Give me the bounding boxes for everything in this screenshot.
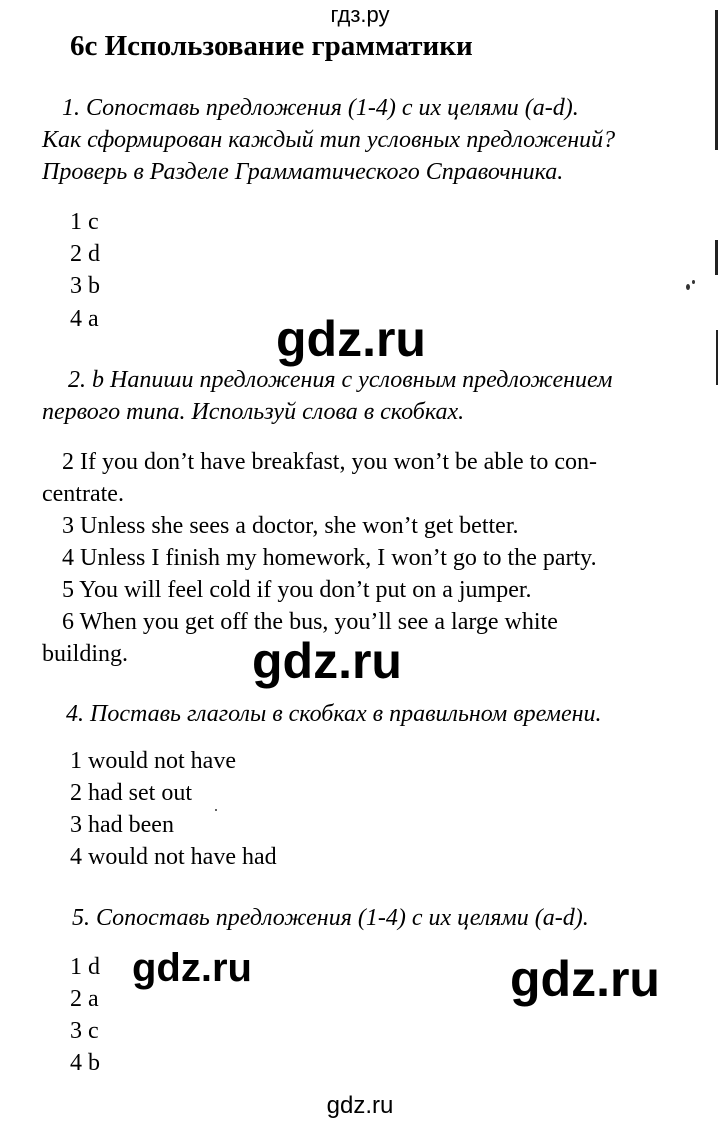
site-label-top: гдз.ру: [330, 2, 390, 27]
task5-answer-4: 4 b: [70, 1050, 100, 1076]
scan-edge-line-3: [716, 330, 718, 385]
watermark-4: gdz.ru: [510, 951, 660, 1007]
task1-answer-1: 1 c: [70, 209, 99, 235]
task2-answer-line-7: building.: [42, 641, 129, 667]
scan-speck-3: [215, 809, 217, 811]
scan-speck-2: [692, 280, 695, 284]
task2-instruction-line-1: 2. b Напиши предложения с условным предложением: [68, 367, 613, 393]
task1-answer-3: 3 b: [70, 273, 100, 299]
watermark-2: gdz.ru: [252, 633, 402, 689]
task5-answer-3: 3 c: [70, 1018, 99, 1044]
scan-speck-1: [686, 284, 690, 290]
task5-answer-1: 1 d: [70, 954, 100, 980]
page-title: 6c Использование грамматики: [70, 30, 473, 62]
site-label-bottom: gdz.ru: [326, 1092, 394, 1119]
task1-instruction-line-3: Проверь в Разделе Грамматического Справочника.: [42, 159, 564, 185]
task5-instruction: 5. Сопоставь предложения (1-4) с их целями (a-d).: [72, 905, 589, 931]
task2-answer-line-4: 4 Unless I finish my homework, I won’t go to the party.: [62, 545, 597, 571]
task2-answer-line-5: 5 You will feel cold if you don’t put on a jumper.: [62, 577, 532, 603]
scan-edge-line-2: [715, 240, 718, 275]
task2-answer-line-3: 3 Unless she sees a doctor, she won’t get better.: [62, 513, 519, 539]
task1-instruction-line-2: Как сформирован каждый тип условных предложений?: [42, 127, 616, 153]
task4-answer-4: 4 would not have had: [70, 844, 277, 870]
task2-answer-line-2: centrate.: [42, 481, 124, 507]
task4-instruction: 4. Поставь глаголы в скобках в правильном времени.: [66, 701, 602, 727]
scan-edge-line-1: [715, 10, 718, 150]
task1-instruction-line-1: 1. Сопоставь предложения (1-4) с их целями (a-d).: [62, 95, 579, 121]
task2-answer-line-1: 2 If you don’t have breakfast, you won’t be able to con-: [62, 449, 597, 475]
task4-answer-3: 3 had been: [70, 812, 174, 838]
task1-answer-2: 2 d: [70, 241, 100, 267]
task2-answer-line-6: 6 When you get off the bus, you’ll see a large white: [62, 609, 558, 635]
task5-answer-2: 2 a: [70, 986, 99, 1012]
task2-instruction-line-2: первого типа. Используй слова в скобках.: [42, 399, 465, 425]
task1-answer-4: 4 a: [70, 306, 99, 332]
watermark-3: gdz.ru: [132, 946, 252, 990]
task4-answer-2: 2 had set out: [70, 780, 192, 806]
task4-answer-1: 1 would not have: [70, 748, 236, 774]
watermark-1: gdz.ru: [276, 311, 426, 367]
